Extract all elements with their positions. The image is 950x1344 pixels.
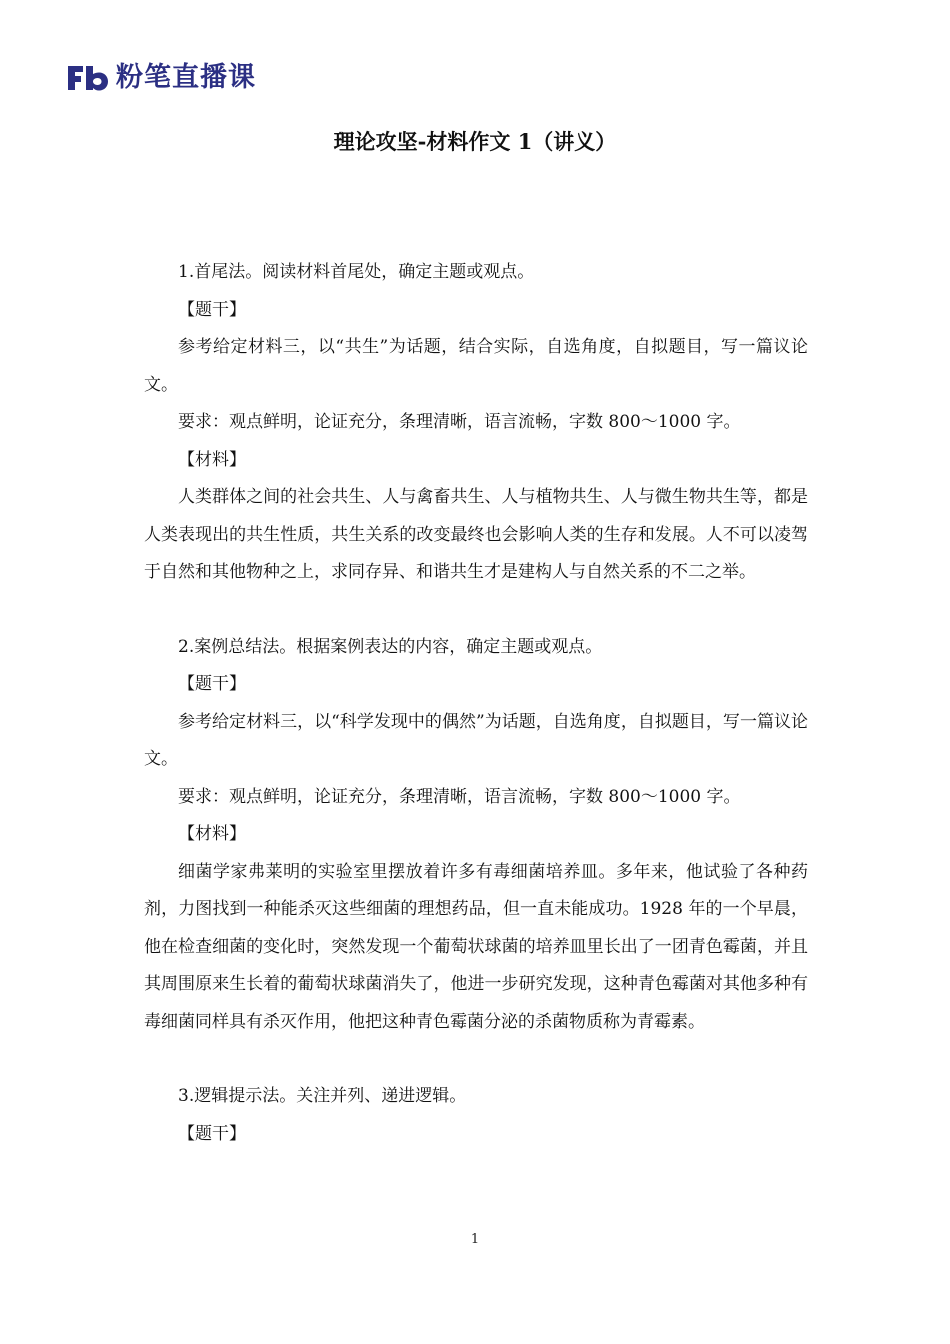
material-text: 人类群体之间的社会共生、人与禽畜共生、人与植物共生、人与微生物共生等，都是人类表现出的共生性质，共生关系的改变最终也会影响人类的生存和发展。人不可以凌驾于自然和其他物种之上，求同存异、和谐共生才是建构人与自然关系的不二之举。 — [144, 487, 808, 582]
material-text: 细菌学家弗莱明的实验室里摆放着许多有毒细菌培养皿。多年来，他试验了各种药剂，力图找到一种能杀灭这些细菌的理想药品，但一直未能成功。1928 年的一个早晨，他在检查细菌的变化时，突然发现一个葡萄状球菌的培养皿里长出了一团青色霉菌，并且其周围原来生长着的葡萄状球菌消失了，他进一步研究发现，这种青色霉菌对其他多种有毒细菌同样具有杀灭作用，他把这种青色霉菌分泌的杀菌物质称为青霉素。 — [144, 861, 808, 1032]
document-body — [144, 254, 808, 1153]
material-label: 【材料】 — [178, 824, 246, 844]
brand-name: 粉笔直播课 — [116, 62, 256, 93]
stem-label: 【题干】 — [178, 1123, 246, 1144]
fenbi-fb-logo-icon — [66, 62, 110, 94]
requirement-text: 要求：观点鲜明，论证充分，条理清晰，语言流畅，字数 800～1000 字。 — [178, 412, 741, 432]
material-label: 【材料】 — [178, 449, 246, 470]
section-3 — [144, 1078, 808, 1153]
brand-logo — [66, 62, 256, 94]
section-heading: 2.案例总结法。根据案例表达的内容，确定主题或观点。 — [178, 636, 603, 657]
section-heading: 3.逻辑提示法。关注并列、递进逻辑。 — [178, 1086, 467, 1106]
section-1 — [144, 254, 808, 592]
page-number: 1 — [470, 1232, 480, 1247]
stem-label: 【题干】 — [178, 299, 246, 320]
stem-label: 【题干】 — [178, 674, 246, 694]
stem-text: 参考给定材料三，以“共生”为话题，结合实际，自选角度，自拟题目，写一篇议论文。 — [144, 337, 808, 395]
requirement-text: 要求：观点鲜明，论证充分，条理清晰，语言流畅，字数 800～1000 字。 — [178, 786, 741, 807]
document-title: 理论攻坚-材料作文 1（讲义） — [333, 129, 617, 154]
stem-text: 参考给定材料三，以“科学发现中的偶然”为话题，自选角度，自拟题目，写一篇议论文。 — [144, 711, 808, 769]
section-2 — [144, 629, 808, 1042]
section-heading: 1.首尾法。阅读材料首尾处，确定主题或观点。 — [178, 262, 535, 282]
